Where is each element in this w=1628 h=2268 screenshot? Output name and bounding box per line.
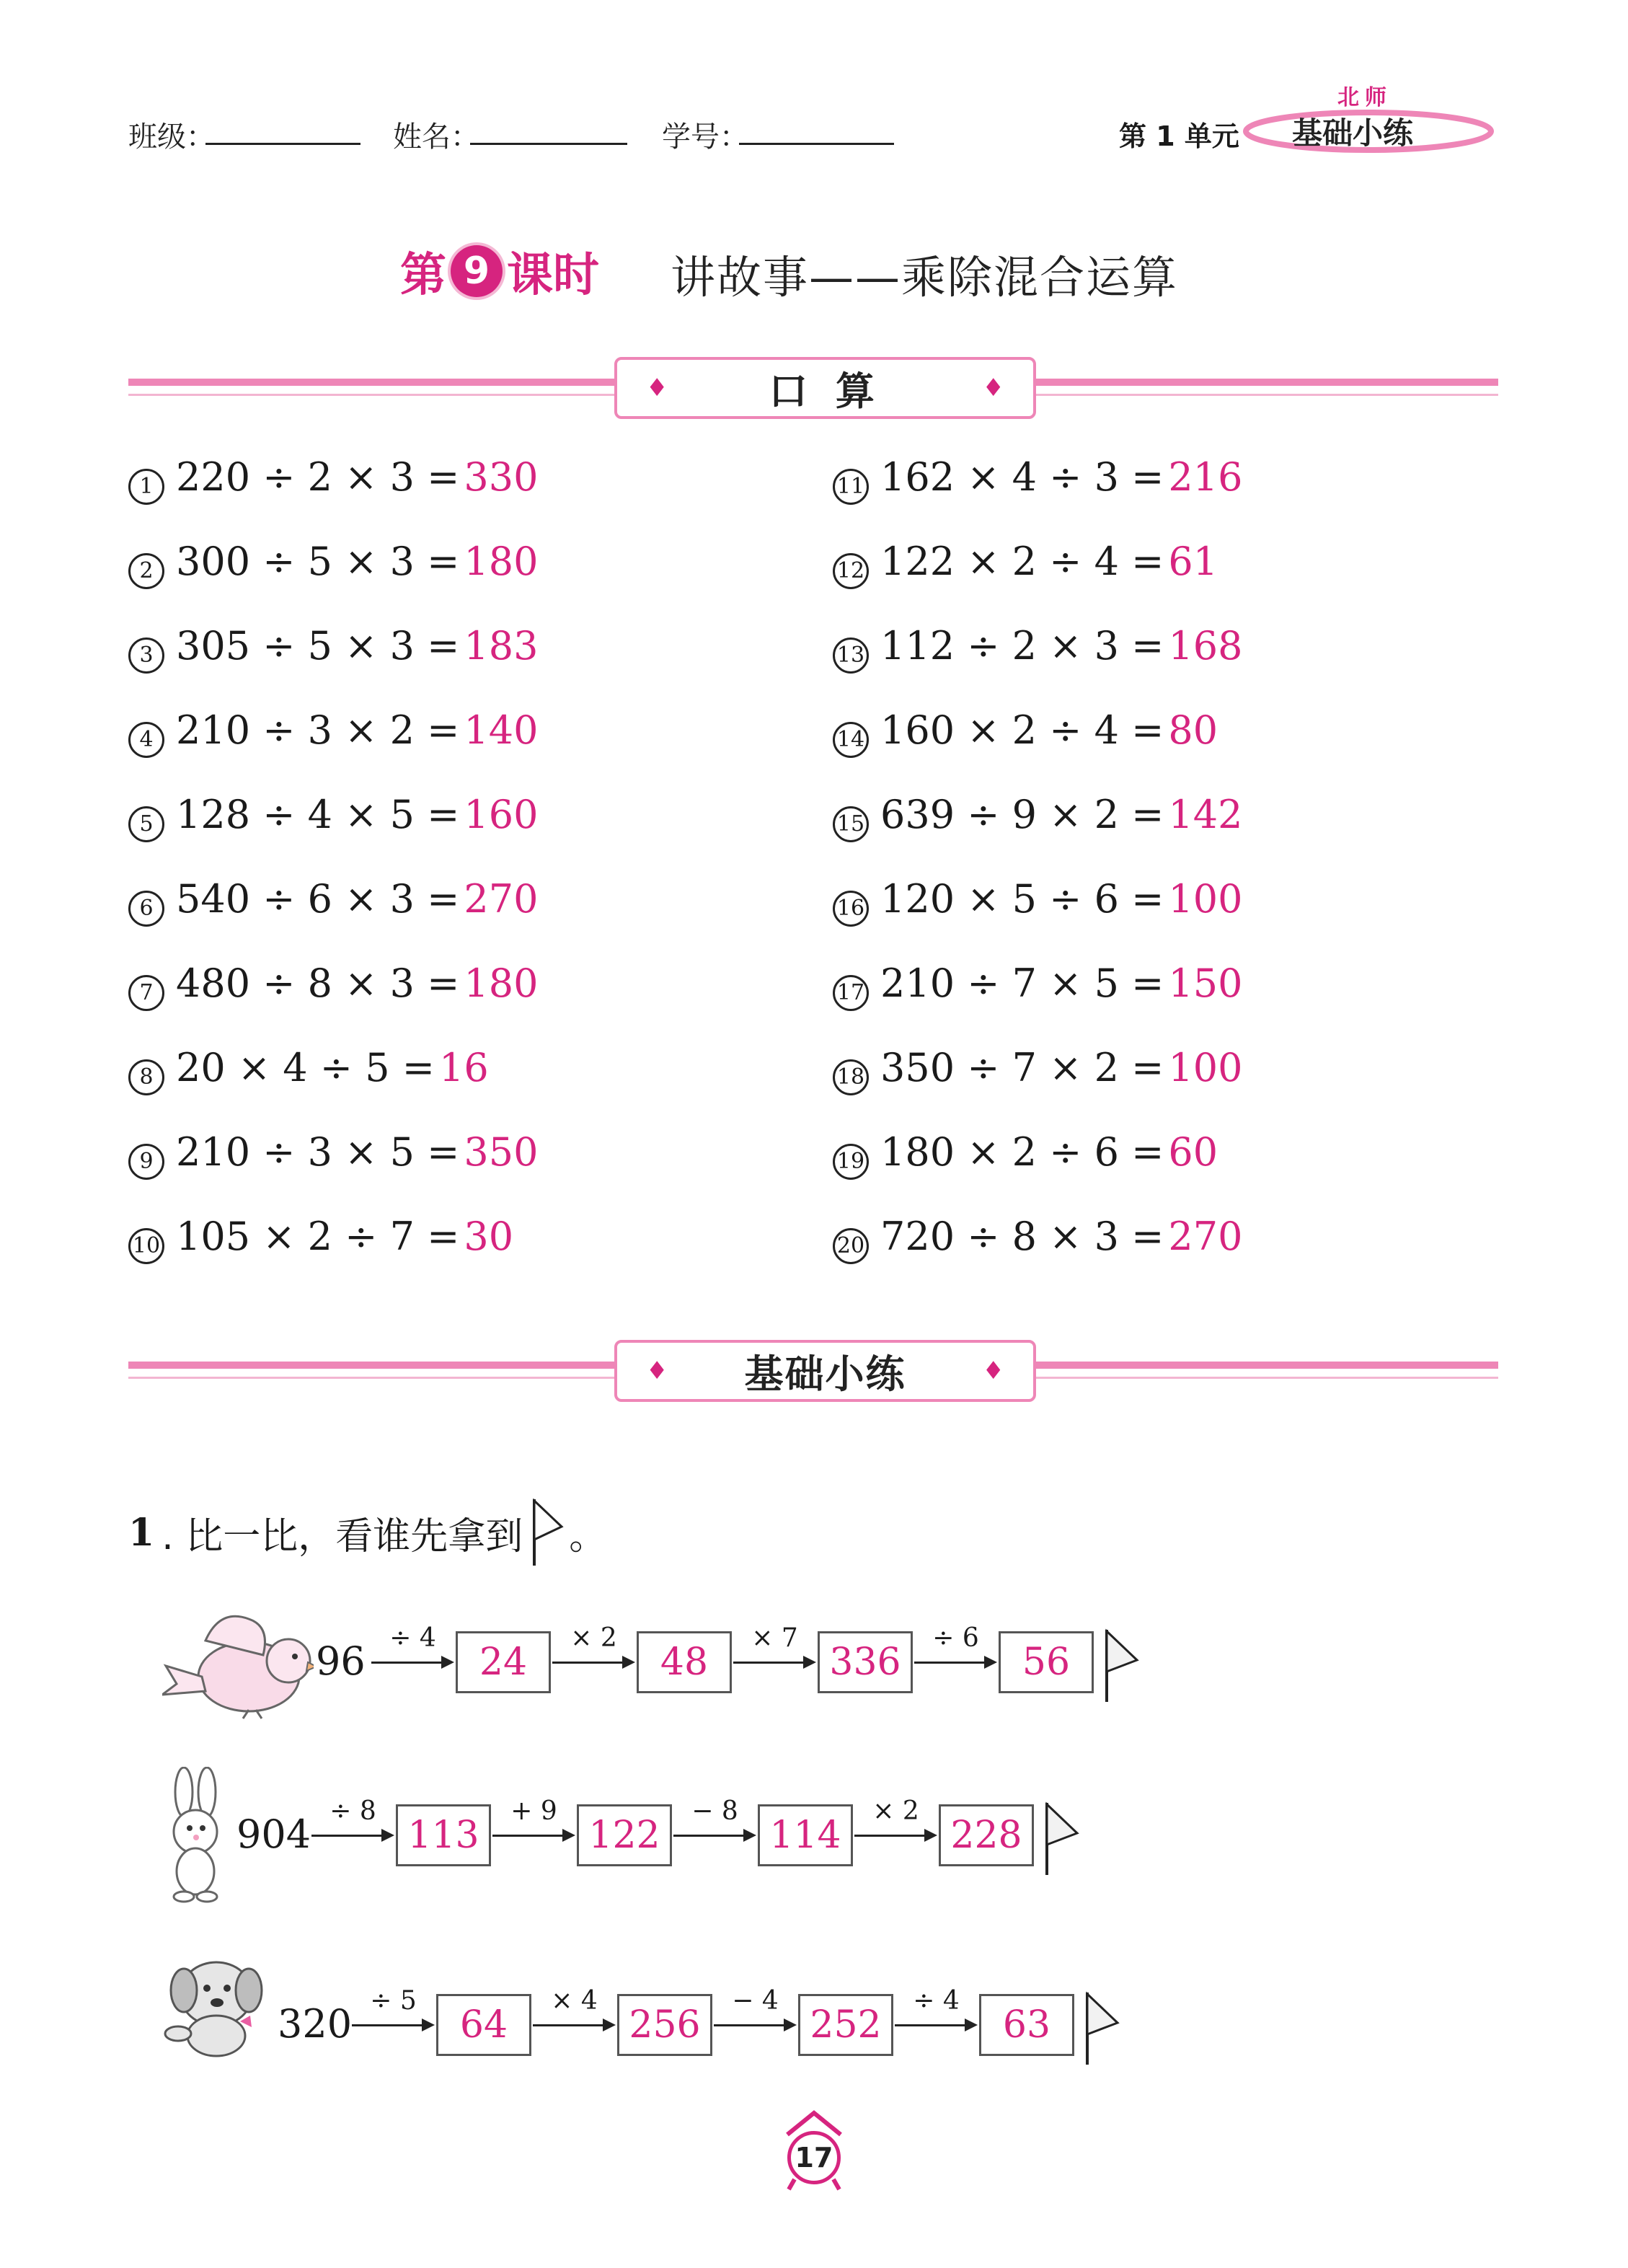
answer-box[interactable]: 64	[436, 1994, 531, 2056]
flag-icon	[1043, 1800, 1086, 1879]
class-label: 班级：	[128, 120, 215, 154]
answer-box[interactable]: 122	[577, 1804, 672, 1866]
answer-box[interactable]: 256	[617, 1994, 712, 2056]
unit-label: 第 1 单元	[1119, 120, 1239, 152]
arrow-line	[673, 1835, 746, 1837]
arrow-right-icon	[984, 1656, 997, 1669]
brand-main: 基础小练	[1292, 115, 1414, 151]
answer-box[interactable]: 113	[396, 1804, 491, 1866]
chain-operator: ÷ 5	[370, 1986, 417, 2016]
oral-problem	[833, 539, 1218, 586]
name-field[interactable]	[470, 143, 627, 145]
chain-operator: − 8	[691, 1796, 738, 1826]
problem-index: 12	[833, 553, 869, 589]
lesson-suffix: 课时	[507, 249, 599, 302]
problem-index: 7	[128, 975, 164, 1011]
chain-operator: − 4	[732, 1986, 779, 2016]
arrow-line	[733, 1662, 806, 1664]
problem-index: 3	[128, 637, 164, 674]
problem-answer[interactable]: 216	[1168, 454, 1243, 500]
chain-start-value: 96	[316, 1638, 366, 1684]
chain-operator: ÷ 8	[329, 1796, 376, 1826]
oral-problem	[833, 792, 1242, 839]
arrow-right-icon	[965, 2018, 978, 2031]
oral-problem	[128, 961, 538, 1008]
problem-answer[interactable]: 180	[464, 961, 539, 1006]
section-oral-title: 口 算	[769, 368, 882, 414]
problem-index: 17	[833, 975, 869, 1011]
problem-index: 6	[128, 891, 164, 927]
answer-box[interactable]: 63	[979, 1994, 1074, 2056]
arrow-right-icon	[603, 2018, 616, 2031]
oral-problem	[833, 707, 1218, 755]
arrow-right-icon	[622, 1656, 635, 1669]
problem-answer[interactable]: 142	[1168, 792, 1243, 837]
diamond-icon: ♦	[646, 374, 668, 402]
chain-operator: + 9	[510, 1796, 557, 1826]
arrow-line	[371, 1662, 444, 1664]
question-end: 。	[569, 1514, 607, 1558]
bird-icon	[162, 1605, 314, 1720]
section-basic-title: 基础小练	[744, 1351, 906, 1397]
arrow-line	[552, 1662, 625, 1664]
problem-expression: 128 ÷ 4 × 5 =	[176, 792, 460, 837]
page-number: 17	[787, 2131, 841, 2184]
problem-answer[interactable]: 350	[464, 1129, 539, 1175]
problem-index: 9	[128, 1144, 164, 1180]
problem-expression: 180 × 2 ÷ 6 =	[880, 1129, 1164, 1175]
problem-index: 15	[833, 806, 869, 842]
problem-index: 2	[128, 553, 164, 589]
oral-problem	[833, 876, 1242, 924]
problem-answer[interactable]: 100	[1168, 876, 1243, 922]
chain-operator: ÷ 4	[913, 1986, 960, 2016]
problem-expression: 210 ÷ 3 × 5 =	[176, 1129, 460, 1175]
arrow-line	[533, 2024, 606, 2026]
oral-problem	[833, 961, 1242, 1008]
answer-box[interactable]: 56	[999, 1631, 1094, 1693]
problem-index: 13	[833, 637, 869, 674]
problem-expression: 162 × 4 ÷ 3 =	[880, 454, 1164, 500]
student-id-field[interactable]	[739, 143, 894, 145]
problem-index: 10	[128, 1228, 164, 1264]
oral-problem	[128, 1045, 489, 1093]
chain-operator: × 2	[872, 1796, 919, 1826]
answer-box[interactable]: 24	[456, 1631, 551, 1693]
student-id-label: 学号：	[662, 120, 748, 154]
problem-answer[interactable]: 330	[464, 454, 539, 500]
problem-expression: 122 × 2 ÷ 4 =	[880, 539, 1164, 584]
answer-box[interactable]: 228	[939, 1804, 1034, 1866]
problem-expression: 105 × 2 ÷ 7 =	[176, 1214, 460, 1259]
diamond-icon: ♦	[982, 374, 1004, 402]
problem-index: 8	[128, 1059, 164, 1095]
problem-expression: 210 ÷ 7 × 5 =	[880, 961, 1164, 1006]
problem-answer[interactable]: 80	[1168, 707, 1218, 753]
problem-expression: 540 ÷ 6 × 3 =	[176, 876, 460, 922]
arrow-line	[352, 2024, 425, 2026]
oral-problem	[128, 1129, 538, 1177]
oral-problem	[128, 1214, 513, 1261]
name-label: 姓名：	[393, 120, 479, 154]
chain-operator: × 7	[751, 1623, 798, 1653]
arrow-line	[492, 1835, 565, 1837]
arrow-line	[311, 1835, 384, 1837]
arrow-right-icon	[441, 1656, 454, 1669]
flag-icon	[1102, 1627, 1146, 1706]
oral-problem	[128, 539, 538, 586]
problem-expression: 639 ÷ 9 × 2 =	[880, 792, 1164, 837]
problem-answer[interactable]: 150	[1168, 961, 1243, 1006]
problem-expression: 160 × 2 ÷ 4 =	[880, 707, 1164, 753]
arrow-right-icon	[381, 1829, 394, 1842]
answer-box[interactable]: 114	[758, 1804, 853, 1866]
oral-problem	[128, 792, 538, 839]
class-field[interactable]	[205, 143, 360, 145]
problem-answer[interactable]: 168	[1168, 623, 1243, 669]
question-number: 1	[128, 1510, 155, 1555]
problem-expression: 720 ÷ 8 × 3 =	[880, 1214, 1164, 1259]
lesson-title: 讲故事——乘除混合运算	[671, 251, 1179, 304]
oral-problem	[833, 623, 1242, 671]
problem-answer[interactable]: 60	[1168, 1129, 1218, 1175]
problem-answer[interactable]: 270	[1168, 1214, 1243, 1259]
arrow-right-icon	[562, 1829, 575, 1842]
problem-expression: 300 ÷ 5 × 3 =	[176, 539, 460, 584]
section-oral-box	[614, 357, 1036, 419]
chain-operator: × 2	[570, 1623, 617, 1653]
flag-icon	[530, 1496, 569, 1568]
problem-index: 14	[833, 722, 869, 758]
oral-problem	[128, 454, 538, 502]
oral-problem	[128, 623, 538, 671]
arrow-right-icon	[422, 2018, 435, 2031]
problem-answer[interactable]: 270	[464, 876, 539, 922]
answer-box[interactable]: 48	[637, 1631, 732, 1693]
lesson-number	[400, 238, 599, 304]
problem-answer[interactable]: 180	[464, 539, 539, 584]
flag-icon	[1083, 1990, 1126, 2069]
problem-answer[interactable]: 100	[1168, 1045, 1243, 1090]
arrow-right-icon	[743, 1829, 756, 1842]
arrow-right-icon	[924, 1829, 937, 1842]
oral-problem	[128, 876, 538, 924]
oral-problem	[833, 1214, 1242, 1261]
problem-index: 19	[833, 1144, 869, 1180]
problem-index: 11	[833, 469, 869, 505]
problem-answer[interactable]: 183	[464, 623, 539, 669]
problem-answer[interactable]: 61	[1168, 539, 1218, 584]
lesson-prefix: 第	[400, 249, 446, 302]
problem-index: 18	[833, 1059, 869, 1095]
arrow-line	[895, 2024, 968, 2026]
answer-box[interactable]: 336	[818, 1631, 913, 1693]
problem-expression: 20 × 4 ÷ 5 =	[176, 1045, 435, 1090]
rabbit-icon	[162, 1767, 234, 1904]
arrow-right-icon	[784, 2018, 797, 2031]
dog-icon	[162, 1951, 270, 2059]
problem-expression: 220 ÷ 2 × 3 =	[176, 454, 460, 500]
brand-top: 北师	[1337, 85, 1392, 110]
problem-answer[interactable]: 140	[464, 707, 539, 753]
problem-expression: 350 ÷ 7 × 2 =	[880, 1045, 1164, 1090]
problem-expression: 120 × 5 ÷ 6 =	[880, 876, 1164, 922]
question-1	[128, 1496, 606, 1568]
problem-answer[interactable]: 16	[439, 1045, 489, 1090]
oral-problem	[833, 454, 1242, 502]
problem-expression: 480 ÷ 8 × 3 =	[176, 961, 460, 1006]
problem-expression: 112 ÷ 2 × 3 =	[880, 623, 1164, 669]
problem-expression: 305 ÷ 5 × 3 =	[176, 623, 460, 669]
arrow-line	[854, 1835, 927, 1837]
oral-problem	[128, 707, 538, 755]
lesson-number-badge: 9	[451, 245, 503, 297]
section-basic-box	[614, 1340, 1036, 1402]
oral-problem	[833, 1129, 1218, 1177]
chain-operator: × 4	[551, 1986, 598, 2016]
question-text: . 比一比，看谁先拿到	[162, 1514, 523, 1558]
answer-box[interactable]: 252	[798, 1994, 893, 2056]
problem-index: 5	[128, 806, 164, 842]
problem-index: 20	[833, 1228, 869, 1264]
diamond-icon: ♦	[646, 1356, 668, 1385]
oral-problem	[833, 1045, 1242, 1093]
chain-start-value: 904	[236, 1812, 311, 1857]
problem-index: 1	[128, 469, 164, 505]
chain-start-value: 320	[278, 2001, 353, 2047]
diamond-icon: ♦	[982, 1356, 1004, 1385]
arrow-line	[714, 2024, 787, 2026]
chain-operator: ÷ 4	[389, 1623, 436, 1653]
problem-expression: 210 ÷ 3 × 2 =	[176, 707, 460, 753]
arrow-line	[914, 1662, 987, 1664]
arrow-right-icon	[803, 1656, 816, 1669]
chain-operator: ÷ 6	[932, 1623, 979, 1653]
problem-answer[interactable]: 30	[464, 1214, 514, 1259]
problem-answer[interactable]: 160	[464, 792, 539, 837]
problem-index: 16	[833, 891, 869, 927]
problem-index: 4	[128, 722, 164, 758]
